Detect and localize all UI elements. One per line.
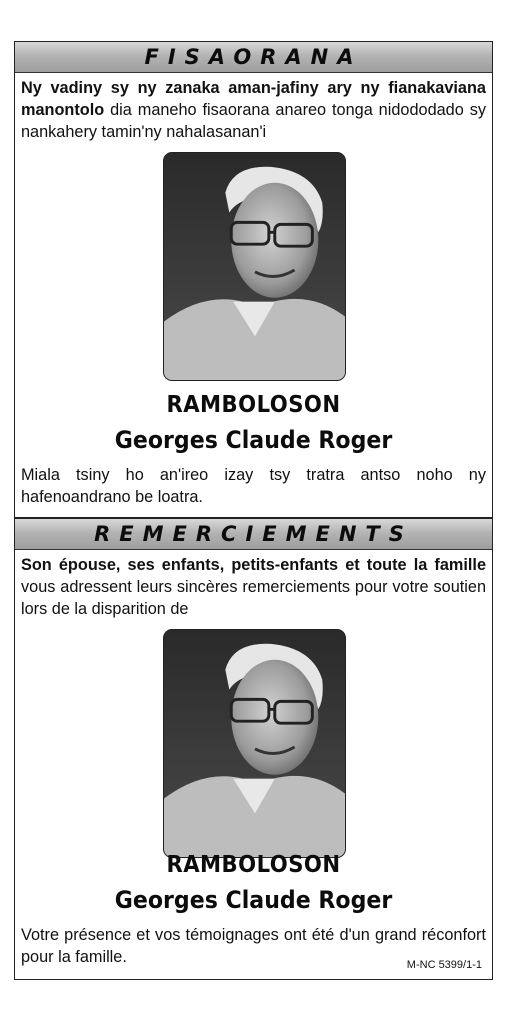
fisaorana-notice [14,41,493,518]
fisaorana-given-names: Georges Claude Roger [114,426,393,454]
portrait-illustration [164,153,345,380]
fisaorana-closing: Miala tsiny ho an'ireo izay tsy tratra antso noho ny hafenoandrano be loatra. [21,466,486,506]
portrait-photo [163,152,346,381]
remerciements-notice [14,518,493,980]
remerciements-intro [21,554,486,620]
remerciements-closing-text: Votre présence et vos témoignages ont été d'un grand réconfort pour la famille. [21,926,486,966]
reference-code: M-NC 5399/1-1 [406,959,482,971]
remerciements-surname: RAMBOLOSON [166,852,341,878]
fisaorana-banner: FISAORANA [15,42,492,73]
remerciements-intro-bold: Son épouse, ses enfants, petits-enfants et toute la famille [21,556,486,574]
remerciements-banner: REMERCIEMENTS [15,519,492,550]
fisaorana-intro-bold: Ny vadiny sy ny zanaka aman-jafiny ary ny fianakaviana manontolo [21,79,486,119]
portrait-illustration [164,630,345,857]
remerciements-intro-rest: vous adressent leurs sincères remerciements pour votre soutien lors de la disparition de [21,578,486,618]
fisaorana-intro [21,77,486,143]
remerciements-given-names: Georges Claude Roger [114,886,393,914]
portrait-photo [163,629,346,858]
fisaorana-surname: RAMBOLOSON [166,392,341,418]
fisaorana-intro-rest: dia maneho fisaorana anareo tonga nidododado sy nankahery tamin'ny nahalasanan'i [21,101,486,141]
